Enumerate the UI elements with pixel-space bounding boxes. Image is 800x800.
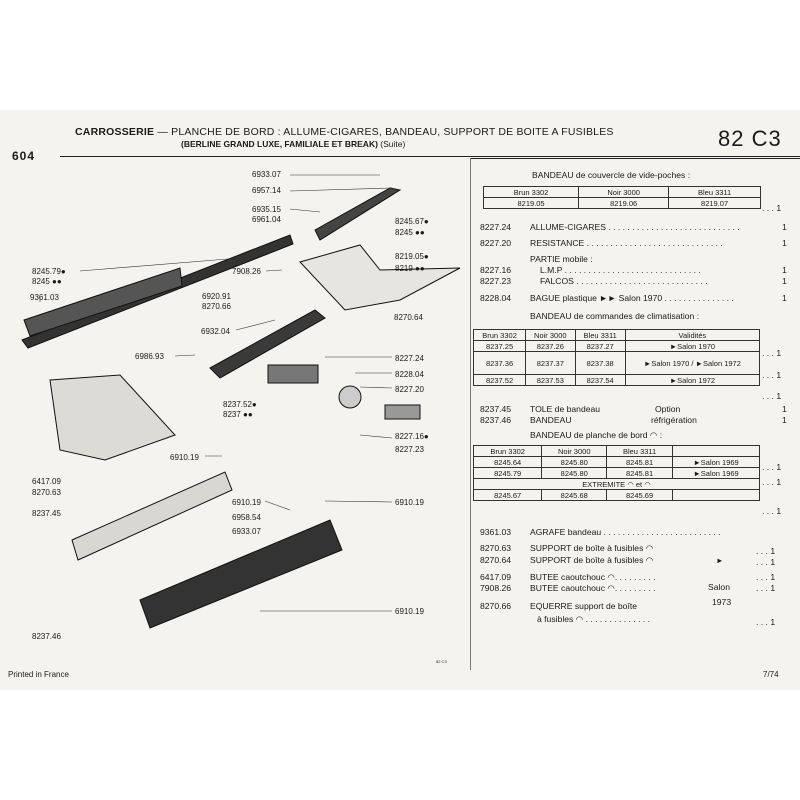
part-code: 9361.03 [480, 527, 512, 537]
callout: 6910.19 [170, 453, 199, 462]
table-climatisation: Brun 3302 Noir 3000 Bleu 3311 Validités 8237.25 8237.26 8237.27 ►Salon 1970 8237.36 8237.37 8237.38 ►Salon 1970 / ►Salon 1972 8237.52 8237.53 8237.54 ►Salon 1972 [473, 329, 760, 386]
qty: . . . 1 [762, 506, 782, 516]
qty: . . . 1 [756, 572, 776, 582]
callout: 8227.20 [395, 385, 424, 394]
section-planche: BANDEAU de planche de bord ◠ : [530, 430, 663, 440]
part-label: BAGUE plastique ►► Salon 1970 . . . . . . . . . . . . . . . [530, 293, 734, 303]
sheet-metal-tray [72, 472, 232, 560]
callout: 8237 ●● [223, 410, 253, 419]
part-code: 8227.16 [480, 265, 512, 275]
refrigeration-label: réfrigération [651, 415, 697, 425]
callout: 6933.07 [232, 527, 261, 536]
callout: 8270.63 [32, 488, 61, 497]
callout: 8245.67● [395, 217, 429, 226]
part-label: BANDEAU [530, 415, 572, 425]
callout: 8245 ●● [32, 277, 62, 286]
part-code: 8227.24 [480, 222, 512, 232]
qty: 1 [782, 265, 787, 275]
resistance-ring [339, 386, 361, 408]
callout: 8227.23 [395, 445, 424, 454]
arrow-icon: ► [716, 556, 724, 565]
part-label: à fusibles ◠ . . . . . . . . . . . . . . [537, 614, 651, 624]
callout: 6957.14 [252, 186, 281, 195]
callout: 6910.19 [232, 498, 261, 507]
callout: 8228.04 [395, 370, 424, 379]
part-code: 8270.64 [480, 555, 512, 565]
front-bezel [140, 520, 342, 628]
header-rule-2 [470, 158, 800, 159]
part-code: 6417.09 [480, 572, 512, 582]
part-label: AGRAFE bandeau . . . . . . . . . . . . . . . . . . . . . . . . . [530, 527, 721, 537]
qty: . . . 1 [762, 370, 782, 380]
page-subtitle: (BERLINE GRAND LUXE, FAMILIALE ET BREAK) (Suite) [181, 139, 406, 149]
qty: 1 [782, 415, 787, 425]
callout: 9361.03 [30, 293, 59, 302]
page-number: 7/74 [763, 670, 779, 679]
qty: . . . 1 [762, 348, 782, 358]
callout: 8245.79● [32, 267, 66, 276]
part-label: SUPPORT de boîte à fusibles ◠ [530, 543, 654, 553]
partie-mobile-label: PARTIE mobile : [530, 254, 593, 264]
callout: 6920.91 [202, 292, 231, 301]
part-label: ALLUME-CIGARES . . . . . . . . . . . . . . . . . . . . . . . . . . . . [530, 222, 740, 232]
page-title: CARROSSERIE — PLANCHE DE BORD : ALLUME-CIGARES, BANDEAU, SUPPORT DE BOITE A FUSIBLES [75, 126, 614, 138]
part-label: BUTEE caoutchouc ◠. . . . . . . . . [530, 583, 656, 593]
part-label: SUPPORT de boîte à fusibles ◠ [530, 555, 654, 565]
callout: 7908.26 [232, 267, 261, 276]
callout: 6933.07 [252, 170, 281, 179]
part-code: 8237.45 [480, 404, 512, 414]
lid-trim [315, 188, 400, 240]
qty: 1 [782, 404, 787, 414]
qty: 1 [782, 276, 787, 286]
salon-label: Salon [708, 582, 730, 592]
callout: 8270.64 [394, 313, 423, 322]
callout: 8227.24 [395, 354, 424, 363]
lighter-plug [385, 405, 420, 419]
part-label: BUTEE caoutchouc ◠. . . . . . . . . [530, 572, 656, 582]
callout: 8219.05● [395, 252, 429, 261]
part-code: 8227.20 [480, 238, 512, 248]
callout: 8245 ●● [395, 228, 425, 237]
qty: 1 [782, 238, 787, 248]
qty: . . . 1 [762, 477, 782, 487]
part-code: 8228.04 [480, 293, 512, 303]
section-code: 82 C3 [718, 126, 782, 151]
callout: 8237.52● [223, 400, 257, 409]
part-code: 8227.23 [480, 276, 512, 286]
callout: 8237.46 [32, 632, 61, 641]
callout: 6910.19 [395, 607, 424, 616]
qty: . . . 1 [756, 583, 776, 593]
option-label: Option [655, 404, 681, 414]
callout: 6910.19 [395, 498, 424, 507]
cigar-lighter [268, 365, 318, 383]
qty: . . . 1 [762, 462, 782, 472]
callout: 6958.54 [232, 513, 261, 522]
callout: 6417.09 [32, 477, 61, 486]
callout: 8237.45 [32, 509, 61, 518]
qty: 1 [782, 222, 787, 232]
qty: 1 [782, 293, 787, 303]
callout: 6935.15 [252, 205, 281, 214]
section-climatisation: BANDEAU de commandes de climatisation : [530, 311, 700, 321]
fuse-box-bracket [300, 245, 460, 310]
qty: . . . 1 [756, 546, 776, 556]
qty: . . . 1 [756, 617, 776, 627]
qty: . . . 1 [762, 203, 782, 213]
part-code: 8237.46 [480, 415, 512, 425]
section-vide-poches: BANDEAU de couvercle de vide-poches : [532, 170, 691, 180]
table-planche: Brun 3302 Noir 3000 Bleu 3311 8245.64 8245.80 8245.81 ►Salon 1969 8245.79 8245.80 8245.81 ►Salon 1969 EXTREMITE ◠ et ◠ 8245.67 8245.68 8245.69 [473, 445, 760, 501]
part-label: RESISTANCE . . . . . . . . . . . . . . . . . . . . . . . . . . . . . [530, 238, 723, 248]
part-label: EQUERRE support de boîte [530, 601, 637, 611]
model-logo: 604 [12, 149, 36, 163]
part-code: 7908.26 [480, 583, 512, 593]
part-label: FALCOS . . . . . . . . . . . . . . . . . . . . . . . . . . . . [540, 276, 708, 286]
column-separator [470, 158, 471, 670]
callout: 8227.16● [395, 432, 429, 441]
callout: 8219 ●● [395, 264, 425, 273]
callout: 6961.04 [252, 215, 281, 224]
part-label: L.M.P . . . . . . . . . . . . . . . . . . . . . . . . . . . . . [540, 265, 701, 275]
part-label: TOLE de bandeau [530, 404, 601, 414]
table-vide-poches: Brun 3302 Noir 3000 Bleu 3311 8219.05 8219.06 8219.07 [483, 186, 761, 209]
printed-note: Printed in France [8, 670, 69, 679]
year-label: 1973 [712, 597, 732, 607]
callout: 6986.93 [135, 352, 164, 361]
callout: 8270.66 [202, 302, 231, 311]
qty: . . . 1 [762, 391, 782, 401]
part-code: 8270.66 [480, 601, 512, 611]
tiny-code: 82 C3 [436, 659, 447, 664]
qty: . . . 1 [756, 557, 776, 567]
callout: 6932.04 [201, 327, 230, 336]
fuse-support-plate [50, 375, 175, 460]
part-code: 8270.63 [480, 543, 512, 553]
